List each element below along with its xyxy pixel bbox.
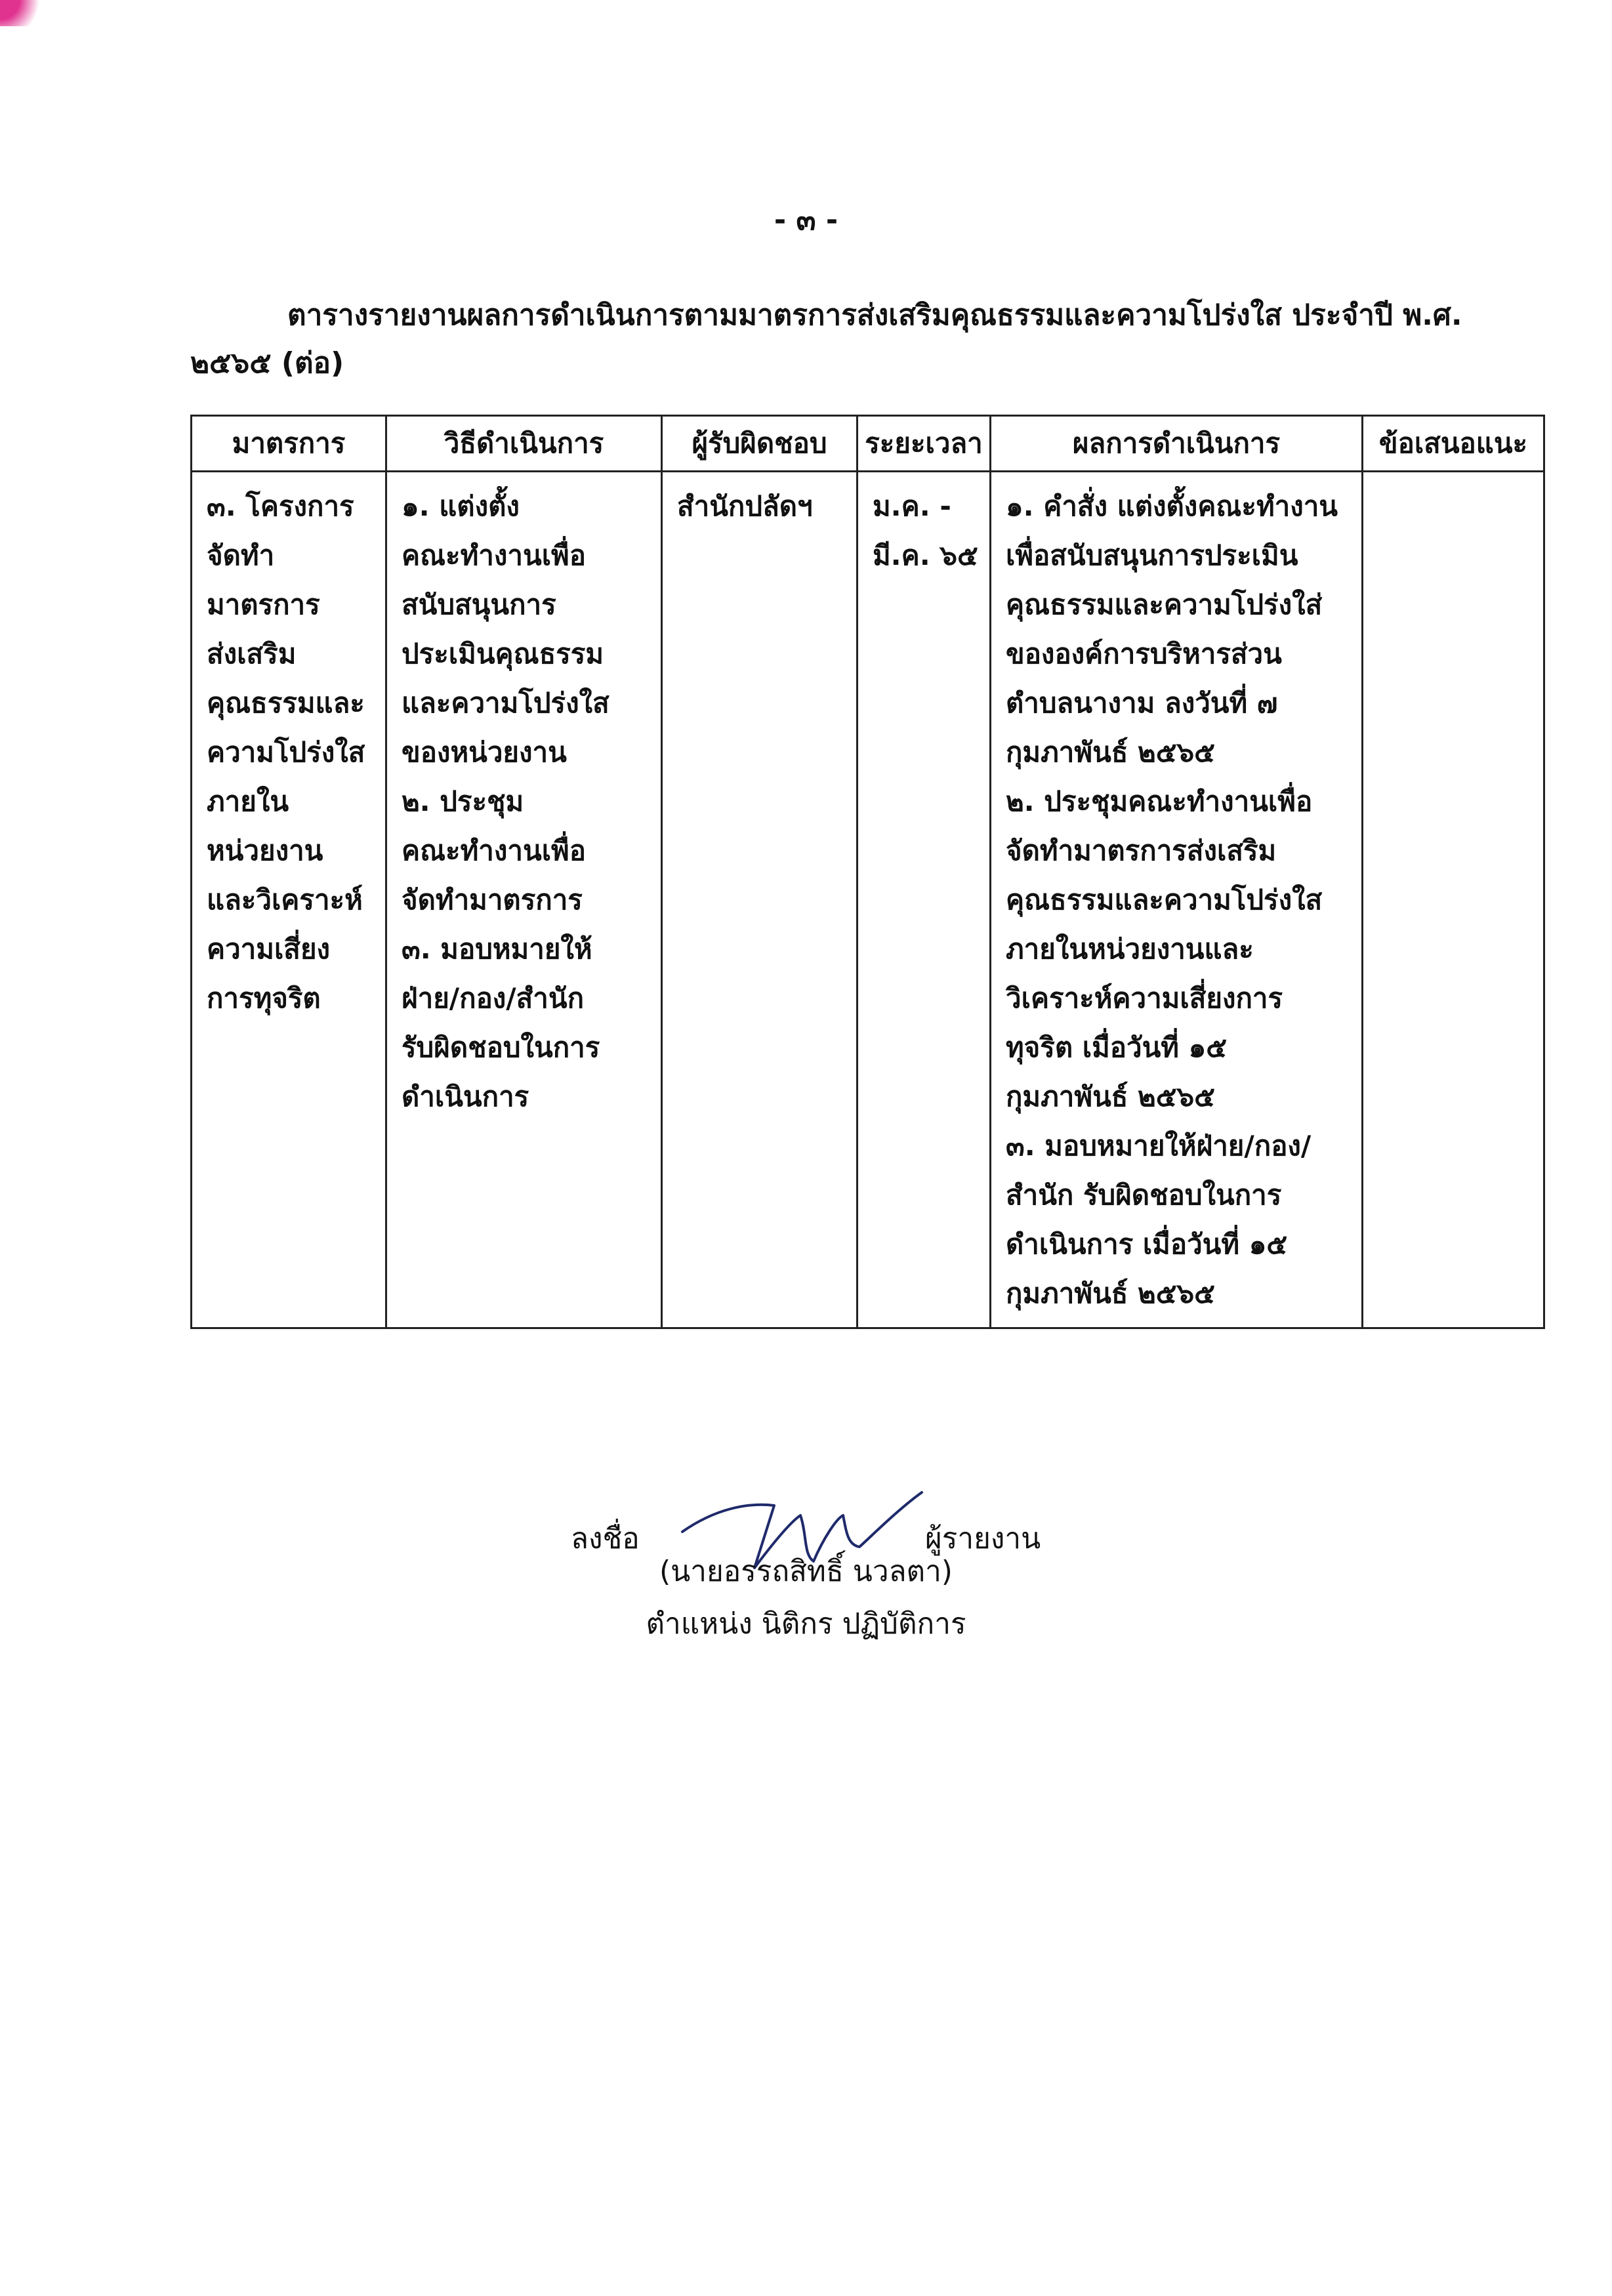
cell-line: ๑. แต่งตั้ง (402, 490, 520, 522)
cell-line: คุณธรรมและ (207, 687, 365, 719)
signature-role: ผู้รายงาน (925, 1522, 1041, 1555)
cell-line: ภายในหน่วยงานและ (1006, 933, 1254, 965)
header-result: ผลการดำเนินการ (991, 416, 1363, 472)
cell-line: กุมภาพันธ์ ๒๕๖๕ (1006, 1080, 1215, 1113)
cell-line: ของหน่วยงาน (402, 736, 567, 768)
cell-measure (192, 472, 386, 1328)
cell-line: ดำเนินการ (402, 1080, 529, 1113)
cell-line: ๑. คำสั่ง แต่งตั้งคณะทำงาน (1006, 490, 1338, 522)
cell-line: คณะทำงานเพื่อ (402, 834, 586, 867)
cell-line: สนับสนุนการ (402, 588, 556, 621)
cell-line: คณะทำงานเพื่อ (402, 539, 586, 571)
cell-line: ๓. มอบหมายให้ (402, 933, 592, 965)
cell-line: ๒. ประชุม (402, 785, 524, 817)
cell-line: คุณธรรมและความโปร่งใส่ (1006, 588, 1323, 621)
cell-line: ม.ค. - (873, 490, 951, 522)
cell-line: ฝ่าย/กอง/สำนัก (402, 982, 585, 1014)
page-corner-mark (0, 0, 39, 26)
report-table (190, 415, 1545, 1329)
cell-line: มาตรการ (207, 588, 320, 621)
signature-label: ลงชื่อ (571, 1522, 640, 1555)
cell-line: และความโปร่งใส (402, 687, 610, 719)
cell-line: ขององค์การบริหารส่วน (1006, 638, 1282, 670)
cell-line: จัดทำ (207, 539, 275, 571)
cell-period (858, 472, 991, 1328)
cell-line: การทุจริต (207, 982, 321, 1014)
table-header-row (192, 416, 1544, 472)
cell-line: หน่วยงาน (207, 834, 323, 867)
cell-line: ความเสี่ยง (207, 933, 331, 965)
cell-line: จัดทำมาตรการ (402, 884, 583, 916)
report-heading: ตารางรายงานผลการดำเนินการตามมาตรการส่งเสริมคุณธรรมและความโปร่งใส ประจำปี พ.ศ. ๒๕๖๕ (ต่อ) (190, 298, 1462, 380)
table-row (192, 472, 1544, 1328)
cell-line: ทุจริต เมื่อวันที่ ๑๕ (1006, 1031, 1228, 1063)
cell-line: ๓. มอบหมายให้ฝ่าย/กอง/ (1006, 1130, 1312, 1162)
cell-line: มี.ค. ๖๕ (873, 539, 978, 571)
cell-line: กุมภาพันธ์ ๒๕๖๕ (1006, 1277, 1215, 1309)
cell-line: และวิเคราะห์ (207, 884, 363, 916)
signer-position: ตำแหน่ง นิติกร ปฏิบัติการ (646, 1607, 966, 1641)
header-period: ระยะเวลา (858, 416, 991, 472)
header-responsible: ผู้รับผิดชอบ (662, 416, 858, 472)
header-suggestion: ข้อเสนอแนะ (1363, 416, 1544, 472)
page-number: - ๓ - (774, 203, 838, 237)
cell-line: เพื่อสนับสนุนการประเมิน (1006, 539, 1298, 571)
cell-method (386, 472, 662, 1328)
cell-line: ภายใน (207, 785, 289, 817)
cell-line: สำนัก รับผิดชอบในการ (1006, 1179, 1282, 1211)
cell-line: กุมภาพันธ์ ๒๕๖๕ (1006, 736, 1215, 768)
header-method: วิธีดำเนินการ (386, 416, 662, 472)
cell-line: ความโปร่งใส (207, 736, 365, 768)
cell-suggestion (1363, 472, 1544, 1328)
cell-line: ประเมินคุณธรรม (402, 638, 604, 670)
cell-line: วิเคราะห์ความเสี่ยงการ (1006, 982, 1283, 1014)
cell-line: รับผิดชอบในการ (402, 1031, 600, 1063)
cell-line: คุณธรรมและความโปร่งใส (1006, 884, 1323, 916)
cell-line: ดำเนินการ เมื่อวันที่ ๑๕ (1006, 1228, 1288, 1260)
cell-line: สำนักปลัดฯ (677, 490, 813, 522)
header-measure: มาตรการ (192, 416, 386, 472)
cell-line: ตำบลนางาม ลงวันที่ ๗ (1006, 687, 1278, 719)
cell-line: ส่งเสริม (207, 638, 297, 670)
cell-line: จัดทำมาตรการส่งเสริม (1006, 834, 1277, 867)
cell-responsible (662, 472, 858, 1328)
cell-line: ๒. ประชุมคณะทำงานเพื่อ (1006, 785, 1313, 817)
cell-result (991, 472, 1363, 1328)
signer-name: (นายอรรถสิทธิ์ นวลตา) (659, 1555, 953, 1588)
cell-line: ๓. โครงการ (207, 490, 354, 522)
